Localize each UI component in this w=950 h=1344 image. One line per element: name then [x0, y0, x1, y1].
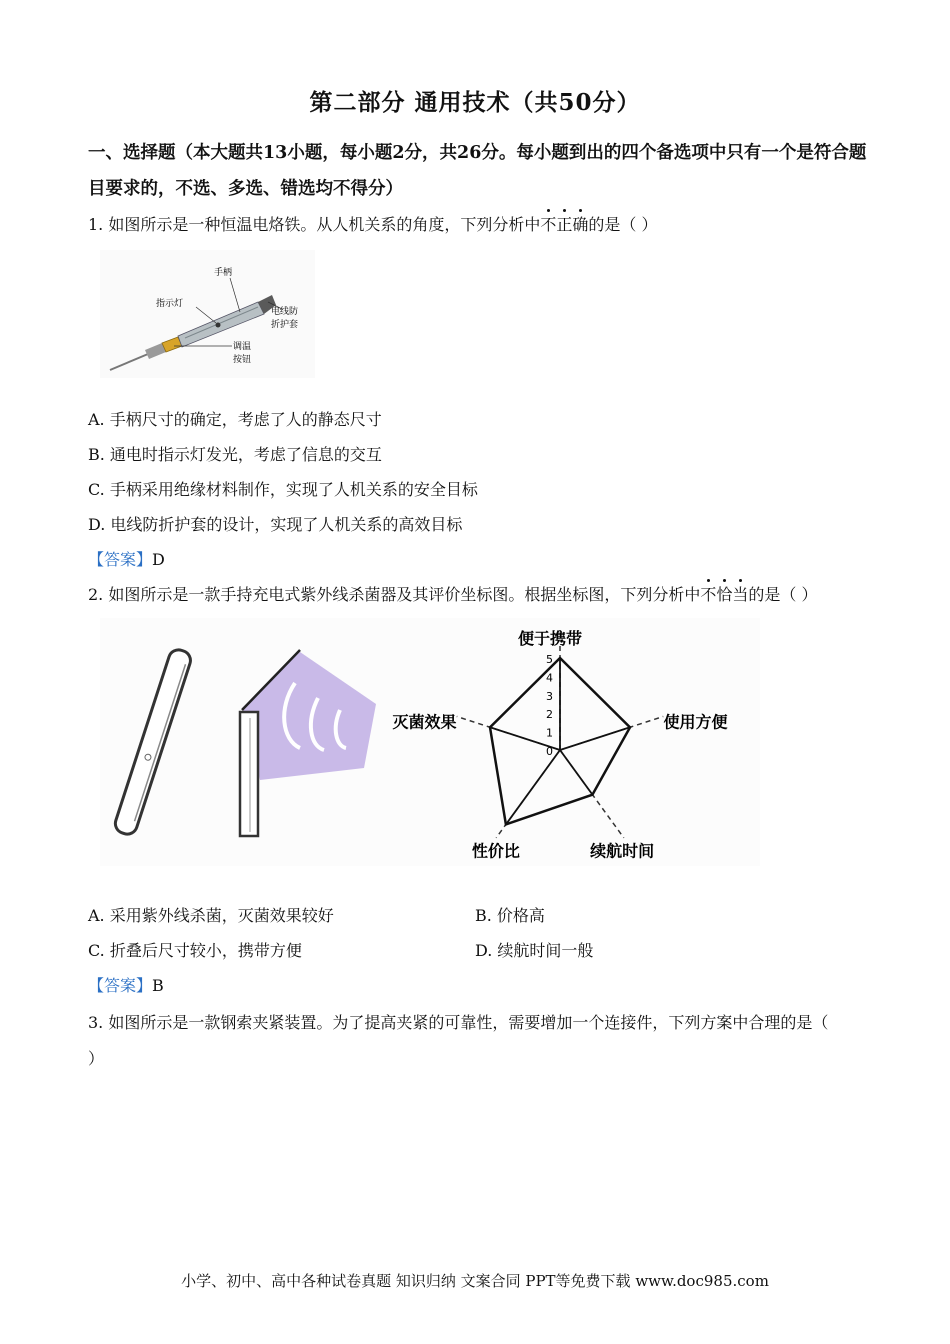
radar-axis-label-battery-life: 续航时间: [590, 841, 655, 861]
q2-option-d: D. 续航时间一般: [475, 941, 594, 960]
q2-stem-before: 2. 如图所示是一款手持充电式紫外线杀菌器及其评价坐标图。根据坐标图，下列分析中: [88, 585, 701, 604]
radar-axis-label-sterilization: 灭菌效果: [392, 712, 457, 732]
q2-emphasis-char: 不: [700, 585, 717, 604]
label-indicator: 指示灯: [156, 299, 184, 309]
q2-stem-emphasis: [700, 585, 748, 604]
radar-tick-label: 1: [546, 726, 553, 740]
radar-axis-label-cost-performance: 性价比: [471, 841, 520, 861]
q2-option-c: C. 折叠后尺寸较小，携带方便: [88, 941, 302, 960]
q2-answer: [88, 975, 164, 997]
q1-option-a: A. 手柄尺寸的确定，考虑了人的静态尺寸: [88, 410, 382, 429]
q1-option-d: D. 电线防折护套的设计，实现了人机关系的高效目标: [88, 515, 463, 534]
figure-background: [100, 618, 760, 866]
page-title: 第二部分 通用技术（共50分）: [309, 89, 641, 116]
radar-tick-label: 2: [546, 708, 553, 722]
q1-answer-tag: 【答案】: [88, 550, 153, 569]
q2-answer-tag: 【答案】: [88, 976, 153, 995]
question-2-stem: [88, 584, 888, 606]
q1-emphasis-char: 确: [572, 215, 589, 234]
q1-stem-emphasis: [540, 215, 588, 234]
label-sleeve-2: 折护套: [271, 320, 299, 330]
indicator-light: [216, 323, 221, 328]
radar-axis-label-portability: 便于携带: [517, 629, 583, 648]
page-footer: 小学、初中、高中各种试卷真题 知识归纳 文案合同 PPT等免费下载 www.doc985.com: [181, 1272, 769, 1290]
q2-option-b: B. 价格高: [475, 906, 545, 925]
q2-stem-after: 的是（ ）: [748, 585, 818, 604]
section-heading: 一、选择题（本大题共13小题，每小题2分，共26分。每小题到出的四个备选项中只有一个是符合题目要求的，不选、多选、错选均不得分）: [88, 143, 867, 199]
radar-tick-label: 0: [546, 745, 553, 758]
radar-tick-label: 3: [546, 689, 553, 703]
question-1-stem: [88, 214, 878, 236]
question-3-stem-end: ）: [88, 1049, 105, 1068]
radar-axis-label-ease-of-use: 使用方便: [663, 712, 728, 732]
q1-stem-after: 的是（ ）: [588, 215, 658, 234]
q1-emphasis-char: 正: [556, 215, 573, 234]
label-sleeve-1: 电线防: [271, 307, 299, 317]
radar-tick-label: 4: [546, 671, 553, 685]
sterilizer-figure: [100, 618, 760, 866]
label-knob-1: 调温: [233, 342, 252, 352]
q1-emphasis-char: 不: [540, 215, 557, 234]
q2-option-a: A. 采用紫外线杀菌，灭菌效果较好: [88, 906, 334, 925]
radar-tick-label: 5: [546, 653, 553, 666]
q1-answer: [88, 549, 165, 571]
label-handle: 手柄: [214, 268, 233, 278]
q1-option-b: B. 通电时指示灯发光，考虑了信息的交互: [88, 445, 382, 464]
soldering-iron-figure: [100, 250, 315, 378]
q1-stem-before: 1. 如图所示是一种恒温电烙铁。从人机关系的角度，下列分析中: [88, 215, 541, 234]
q1-option-c: C. 手柄采用绝缘材料制作，实现了人机关系的安全目标: [88, 480, 478, 499]
q1-answer-value: D: [152, 550, 165, 569]
device-handle: [240, 712, 258, 836]
q2-emphasis-char: 恰: [716, 585, 733, 604]
question-3-stem: 3. 如图所示是一款钢索夹紧装置。为了提高夹紧的可靠性，需要增加一个连接件，下列方案中合理的是（: [88, 1013, 829, 1032]
label-knob-2: 按钮: [233, 355, 252, 365]
q2-answer-value: B: [152, 976, 164, 995]
q2-emphasis-char: 当: [732, 585, 749, 604]
